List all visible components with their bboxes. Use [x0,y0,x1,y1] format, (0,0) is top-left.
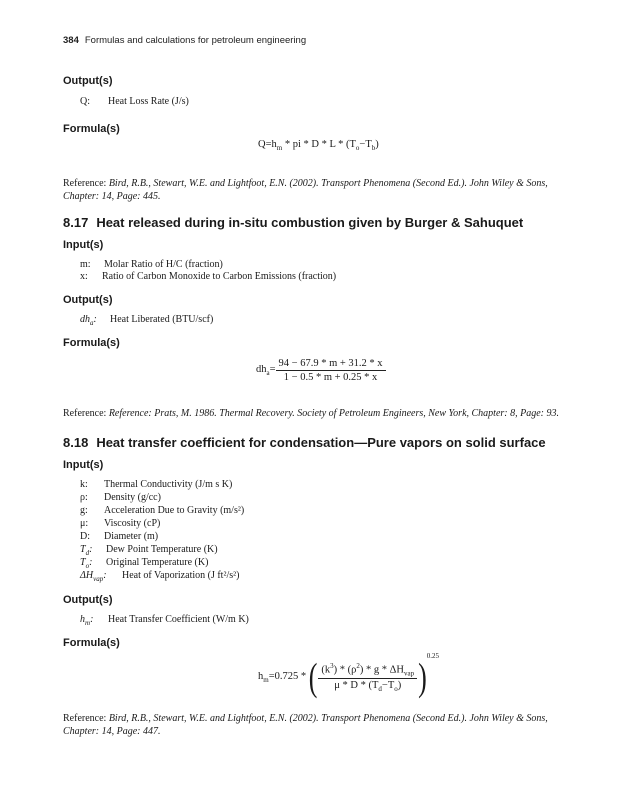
input-symbol: D: [80,531,90,542]
input-description: Heat of Vaporization (J ft²/s²) [122,570,240,581]
output-symbol: $h_m$: [80,614,94,627]
input-symbol: ρ: [80,492,88,503]
output-heading: Output(s) [63,294,113,306]
input-symbol: $\Delta H_{vap}$: [80,570,107,583]
input-symbol: k: [80,479,88,490]
input-item [80,544,218,557]
input-description: Ratio of Carbon Monoxide to Carbon Emissions (fraction) [102,271,337,282]
reference [63,177,568,203]
input-item [80,259,223,270]
input-description: Density (g/cc) [104,492,161,503]
output-symbol: $dh_a$: [80,314,97,327]
formula-heading: Formula(s) [63,637,120,649]
output-description: Heat Liberated (BTU/scf) [110,314,214,325]
reference-text: Reference: Prats, M. 1986. Thermal Recovery. Society of Petroleum Engineers, New York, Chapter: 8, Page: 93. [108,408,559,419]
output-symbol: Q: [80,96,90,107]
input-symbol: m: [80,259,91,270]
section-heading [63,215,523,230]
output-description: Heat Transfer Coefficient (W/m K) [108,614,249,625]
reference [63,407,568,420]
output-description: Heat Loss Rate (J/s) [108,96,189,107]
reference [63,712,568,738]
input-description: Acceleration Due to Gravity (m/s²) [104,505,245,516]
formula-heading: Formula(s) [63,123,120,135]
input-description: Diameter (m) [104,531,159,542]
input-item [80,479,232,490]
formula-heading: Formula(s) [63,337,120,349]
page-number: 384 [63,35,79,46]
formula-coefficient: =0.725 * [268,671,309,683]
input-item [80,518,160,529]
input-symbol: $T_o$: [80,557,93,570]
input-description: Dew Point Temperature (K) [106,544,218,555]
input-symbol: μ: [80,518,89,529]
formula-denominator: 1 − 0.5 * m + 0.25 * x [283,372,378,383]
section-number: 8.18 [63,435,89,450]
output-heading: Output(s) [63,75,113,87]
output-item [80,314,213,327]
reference-text: Bird, R.B., Stewart, W.E. and Lightfoot, E.N. (2002). Transport Phenomena (Second Ed.). John Wiley & Sons, Chapter: 14, Page: 445. [63,178,548,202]
heat-released-formula: $dh_a=$ $\frac{94 - 67.9 * m + 31.2 * x}{1 - 0.5 * m + 0.25 * x}$ [256,358,386,383]
input-description: Original Temperature (K) [106,557,209,568]
input-item [80,531,158,542]
input-symbol: $T_d$: [80,544,93,557]
formula-numerator: 94 − 67.9 * m + 31.2 * x [276,358,386,371]
running-title: Formulas and calculations for petroleum engineering [84,35,307,46]
output-heading: Output(s) [63,594,113,606]
running-head [63,35,306,46]
output-item [80,614,249,627]
section-heading [63,435,546,450]
input-heading: Input(s) [63,239,104,251]
reference-text: Bird, R.B., Stewart, W.E. and Lightfoot, E.N. (2002). Transport Phenomena (Second Ed.). John Wiley & Sons, Chapter: 14, Page: 447. [63,713,548,737]
input-item [80,492,161,503]
formula-exponent: 0.25 [426,652,440,660]
input-item [80,271,336,282]
reference-label: Reference: [63,713,109,724]
input-item [80,505,244,516]
input-description: Molar Ratio of H/C (fraction) [104,259,223,270]
reference-label: Reference: [63,408,109,419]
heat-loss-formula: $Q=h_m$ * pi * $D * L * (T_o-T_b)$ [258,139,379,153]
input-symbol: x: [80,271,88,282]
section-number: 8.17 [63,215,89,230]
heat-transfer-formula: $h_m=0.725$ * ( $\frac{(k^3) * (\rho^2) * g * \Delta H_{vap}}{\mu * D * (T_d-T_o)}$ )$^{0.25}$ [258,652,440,699]
output-item [80,96,189,107]
input-description: Viscosity (cP) [104,518,161,529]
input-heading: Input(s) [63,459,104,471]
reference-label: Reference: [63,178,109,189]
input-description: Thermal Conductivity (J/m s K) [104,479,233,490]
section-title: Heat released during in-situ combustion given by Burger & Sahuquet [96,215,524,230]
input-item [80,570,239,583]
section-title: Heat transfer coefficient for condensation—Pure vapors on solid surface [96,435,546,450]
input-item [80,557,208,570]
input-symbol: g: [80,505,88,516]
